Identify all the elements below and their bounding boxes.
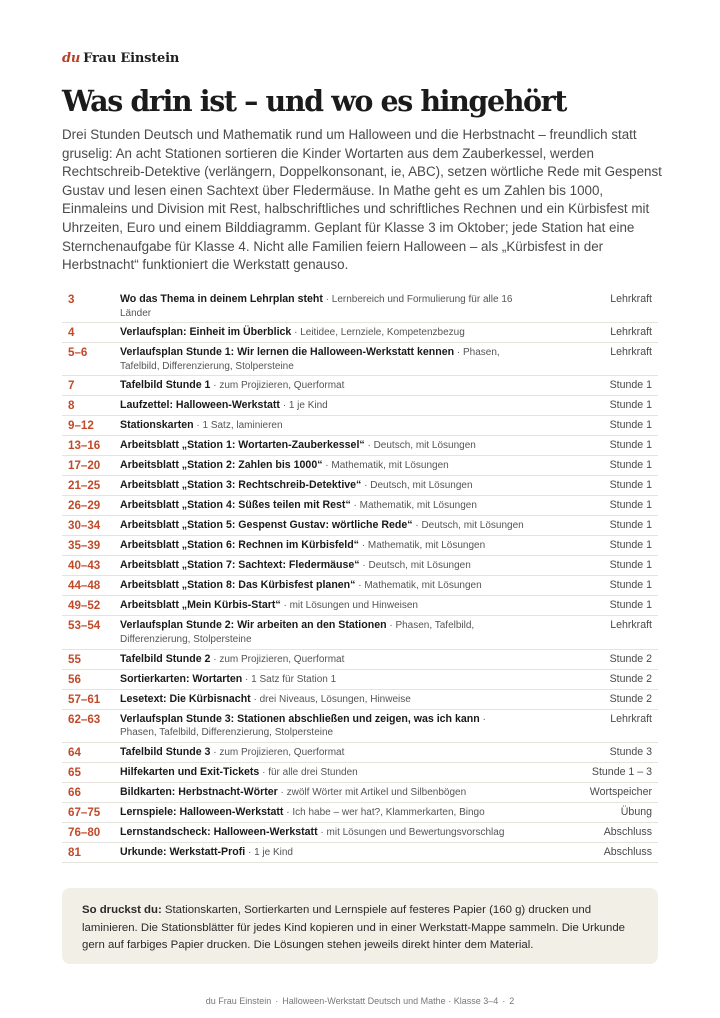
table-of-contents (62, 290, 658, 863)
print-note-text: Stationskarten, Sortierkarten und Lernspiele auf festeres Papier (160 g) drucken und laminieren. Die Stationsblätter für jedes Kind kopieren und in einer Werkstatt-Mappe sammeln. Die Urkunde gern auf farbiges Papier drucken. Die Lösungen stehen jeweils direkt hinter dem Material. (82, 904, 626, 951)
toc-page-number: 8 (68, 399, 75, 413)
footer-doc: Halloween-Werkstatt Deutsch und Mathe · Klasse 3–4 (282, 996, 499, 1006)
toc-row (62, 343, 658, 376)
toc-entry: Laufzettel: Halloween-Werkstatt · 1 je Kind (120, 399, 328, 412)
toc-entry-title: Arbeitsblatt „Station 5: Gespenst Gustav: wörtliche Rede“ (120, 519, 413, 532)
toc-category: Stunde 1 (609, 479, 652, 492)
toc-entry-title: Arbeitsblatt „Station 3: Rechtschreib-Detektive“ (120, 479, 362, 492)
brand-name: Frau Einstein (83, 51, 180, 66)
toc-category: Lehrkraft (610, 712, 652, 725)
toc-entry-description: zum Projizieren, Querformat (219, 653, 345, 665)
toc-entry-title: Lernstandscheck: Halloween-Werkstatt (120, 825, 318, 838)
toc-category: Stunde 1 (609, 539, 652, 552)
toc-page-number: 55 (68, 652, 81, 666)
toc-entry-description: Mathematik, mit Lösungen (331, 460, 449, 472)
toc-entry: Arbeitsblatt „Station 8: Das Kürbisfest planen“ · Mathematik, mit Lösungen (120, 579, 482, 592)
toc-entry-title: Tafelbild Stunde 2 (120, 652, 211, 665)
toc-entry-description: Phasen, Tafelbild, Differenzierung, Stolpersteine (120, 727, 334, 739)
toc-page-number: 56 (68, 672, 81, 686)
toc-entry: Verlaufsplan: Einheit im Überblick · Leitidee, Lernziele, Kompetenzbezug (120, 326, 465, 339)
toc-category: Stunde 1 – 3 (591, 765, 652, 778)
toc-category: Übung (620, 805, 652, 818)
toc-row (62, 616, 658, 649)
toc-entry: Tafelbild Stunde 1 · zum Projizieren, Querformat (120, 379, 345, 392)
toc-page-number: 4 (68, 326, 75, 340)
toc-entry: Wo das Thema in deinem Lehrplan steht · Lernbereich und Formulierung für alle 16 Länder (120, 293, 513, 319)
toc-entry-description: Ich habe – wer hat?, Klammerkarten, Bingo (292, 806, 485, 818)
page-title: Was drin ist – und wo es hingehört (62, 84, 567, 118)
toc-row (62, 803, 658, 823)
footer-page-number: 2 (509, 996, 515, 1006)
toc-entry: Sortierkarten: Wortarten · 1 Satz für Station 1 (120, 672, 337, 685)
toc-entry: Arbeitsblatt „Station 6: Rechnen im Kürbisfeld“ · Mathematik, mit Lösungen (120, 539, 486, 552)
toc-category: Stunde 1 (609, 579, 652, 592)
toc-entry: Tafelbild Stunde 3 · zum Projizieren, Querformat (120, 745, 345, 758)
toc-page-number: 67–75 (68, 805, 101, 819)
toc-entry-title: Arbeitsblatt „Station 1: Wortarten-Zauberkessel“ (120, 439, 365, 452)
toc-category: Stunde 3 (609, 745, 652, 758)
toc-row (62, 823, 658, 843)
toc-page-number: 81 (68, 845, 81, 859)
toc-entry-title: Bildkarten: Herbstnacht-Wörter (120, 785, 278, 798)
toc-entry: Bildkarten: Herbstnacht-Wörter · zwölf Wörter mit Artikel und Silbenbögen (120, 785, 467, 798)
toc-entry-title: Hilfekarten und Exit-Tickets (120, 765, 260, 778)
toc-category: Abschluss (603, 825, 652, 838)
toc-row (62, 843, 658, 863)
toc-entry: Arbeitsblatt „Station 5: Gespenst Gustav: wörtliche Rede“ · Deutsch, mit Lösungen (120, 519, 524, 532)
brand-logo (62, 50, 179, 66)
toc-entry: Arbeitsblatt „Station 1: Wortarten-Zauberkessel“ · Deutsch, mit Lösungen (120, 439, 476, 452)
toc-category: Stunde 1 (609, 559, 652, 572)
brand-du: du (62, 51, 81, 66)
toc-category: Stunde 1 (609, 439, 652, 452)
toc-category: Stunde 1 (609, 459, 652, 472)
toc-page-number: 3 (68, 293, 75, 306)
toc-page-number: 40–43 (68, 559, 101, 573)
toc-category: Stunde 2 (609, 652, 652, 665)
toc-entry-description: Deutsch, mit Lösungen (373, 440, 476, 452)
toc-entry-title: Laufzettel: Halloween-Werkstatt (120, 399, 280, 412)
toc-entry: Arbeitsblatt „Station 7: Sachtext: Fledermäuse“ · Deutsch, mit Lösungen (120, 559, 471, 572)
toc-row (62, 516, 658, 536)
toc-entry-description: Deutsch, mit Lösungen (370, 480, 473, 492)
toc-category: Stunde 2 (609, 672, 652, 685)
toc-entry-description: Deutsch, mit Lösungen (368, 560, 471, 572)
toc-entry-description: Leitidee, Lernziele, Kompetenzbezug (300, 327, 465, 339)
toc-entry-title: Urkunde: Werkstatt-Profi (120, 845, 246, 858)
toc-row (62, 456, 658, 476)
toc-page-number: 53–54 (68, 619, 101, 633)
toc-entry-title: Arbeitsblatt „Station 6: Rechnen im Kürbisfeld“ (120, 539, 359, 552)
toc-row (62, 670, 658, 690)
toc-page-number: 65 (68, 765, 81, 779)
toc-page-number: 62–63 (68, 712, 101, 726)
toc-category: Stunde 1 (609, 519, 652, 532)
toc-page-number: 17–20 (68, 459, 101, 473)
toc-entry-title: Verlaufsplan Stunde 3: Stationen abschließen und zeigen, was ich kann (120, 712, 480, 725)
toc-entry-title: Lernspiele: Halloween-Werkstatt (120, 805, 284, 818)
toc-entry-description: Mathematik, mit Lösungen (367, 540, 486, 552)
toc-entry-description: Mathematik, mit Lösungen (359, 500, 477, 512)
toc-entry-description: zwölf Wörter mit Artikel und Silbenbögen (286, 786, 467, 798)
toc-category: Lehrkraft (610, 346, 652, 359)
toc-entry-title: Verlaufsplan: Einheit im Überblick (120, 326, 292, 339)
toc-entry-description: für alle drei Stunden (268, 766, 358, 778)
toc-entry-title: Arbeitsblatt „Station 4: Süßes teilen mit Rest“ (120, 499, 351, 512)
toc-row (62, 763, 658, 783)
toc-entry: Arbeitsblatt „Station 2: Zahlen bis 1000“ · Mathematik, mit Lösungen (120, 459, 449, 472)
toc-entry: Stationskarten · 1 Satz, laminieren (120, 419, 283, 432)
toc-entry-description: 1 je Kind (288, 400, 328, 412)
toc-entry-description: Phasen, Tafelbild, Differenzierung, Stolpersteine (120, 347, 500, 372)
toc-entry: Lesetext: Die Kürbisnacht · drei Niveaus, Lösungen, Hinweise (120, 692, 411, 705)
toc-entry-description: zum Projizieren, Querformat (219, 746, 345, 758)
toc-entry: Verlaufsplan Stunde 1: Wir lernen die Halloween-Werkstatt kennen · Phasen, Tafelbild, Differenzierung, Stolpersteine (120, 346, 500, 372)
intro-text: Drei Stunden Deutsch und Mathematik rund um Halloween und die Herbstnacht – freundlich statt gruselig: An acht Stationen sortieren die Kinder Wortarten aus dem Zauberkessel, werden Rechtschreib-Detektive (verlängern, Doppelkonsonant, ie, ABC), setzen wörtliche Rede mit Gespenst Gustav und lesen einen Sachtext über Fledermäuse. In Mathe geht es um Zahlen bis 1000, Einmaleins und Division mit Rest, halbschriftliches und schriftliches Rechnen und ein Kürbisfest mit Uhrzeiten, Euro und einem Bilddiagramm. Geplant für Klasse 3 im Oktober; jede Station hat eine Sternchenaufgabe für Klasse 4. Nicht alle Familien feiern Halloween – als „Kürbisfest in der Herbstnacht“ funktioniert die Werkstatt genauso. (62, 127, 662, 273)
toc-entry: Lernstandscheck: Halloween-Werkstatt · mit Lösungen und Bewertungsvorschlag (120, 825, 505, 838)
footer-brand: du Frau Einstein (205, 996, 272, 1006)
toc-row (62, 416, 658, 436)
toc-entry: Arbeitsblatt „Mein Kürbis-Start“ · mit Lösungen und Hinweisen (120, 599, 418, 612)
toc-entry-title: Lesetext: Die Kürbisnacht (120, 692, 251, 705)
toc-page-number: 7 (68, 379, 75, 393)
toc-category: Stunde 1 (609, 599, 652, 612)
toc-row (62, 710, 658, 743)
print-note (62, 888, 658, 964)
toc-row (62, 436, 658, 456)
toc-entry-description: 1 je Kind (254, 846, 293, 858)
toc-entry-description: mit Lösungen und Hinweisen (289, 600, 418, 612)
toc-page-number: 44–48 (68, 579, 101, 593)
toc-entry-title: Sortierkarten: Wortarten (120, 672, 243, 685)
toc-entry-title: Arbeitsblatt „Mein Kürbis-Start“ (120, 599, 281, 612)
toc-row (62, 323, 658, 343)
toc-entry-title: Stationskarten (120, 419, 194, 432)
toc-entry-description: drei Niveaus, Lösungen, Hinweise (259, 693, 411, 705)
toc-row (62, 650, 658, 670)
toc-entry-title: Verlaufsplan Stunde 2: Wir arbeiten an den Stationen (120, 619, 387, 632)
toc-category: Lehrkraft (610, 326, 652, 339)
toc-page-number: 35–39 (68, 539, 101, 553)
toc-category: Stunde 1 (609, 419, 652, 432)
toc-category: Wortspeicher (589, 785, 652, 798)
toc-entry-title: Verlaufsplan Stunde 1: Wir lernen die Halloween-Werkstatt kennen (120, 346, 455, 359)
toc-row (62, 476, 658, 496)
toc-category: Stunde 1 (609, 499, 652, 512)
toc-entry-description: Mathematik, mit Lösungen (364, 580, 482, 592)
toc-page-number: 76–80 (68, 825, 101, 839)
toc-row (62, 743, 658, 763)
toc-entry-title: Arbeitsblatt „Station 7: Sachtext: Fledermäuse“ (120, 559, 360, 572)
toc-page-number: 9–12 (68, 419, 94, 433)
toc-row (62, 690, 658, 710)
toc-entry-description: mit Lösungen und Bewertungsvorschlag (326, 826, 505, 838)
toc-row (62, 536, 658, 556)
toc-category: Stunde 1 (609, 399, 652, 412)
toc-entry: Verlaufsplan Stunde 2: Wir arbeiten an den Stationen · Phasen, Tafelbild, Differenzierung, Stolpersteine (120, 619, 475, 645)
toc-entry-description: zum Projizieren, Querformat (219, 380, 345, 392)
toc-entry-title: Arbeitsblatt „Station 2: Zahlen bis 1000“ (120, 459, 323, 472)
toc-page-number: 5–6 (68, 346, 88, 360)
toc-page-number: 57–61 (68, 692, 101, 706)
toc-row (62, 783, 658, 803)
print-note-label: So druckst du: (82, 904, 162, 916)
toc-row (62, 290, 658, 323)
toc-entry-description: Lernbereich und Formulierung für alle 16 Länder (120, 294, 513, 319)
toc-entry: Lernspiele: Halloween-Werkstatt · Ich habe – wer hat?, Klammerkarten, Bingo (120, 805, 485, 818)
toc-entry: Verlaufsplan Stunde 3: Stationen abschließen und zeigen, was ich kann · Phasen, Tafelbild, Differenzierung, Stolpersteine (120, 712, 486, 739)
toc-row (62, 556, 658, 576)
toc-entry: Hilfekarten und Exit-Tickets · für alle drei Stunden (120, 765, 358, 778)
toc-entry-title: Wo das Thema in deinem Lehrplan steht (120, 293, 323, 305)
toc-entry: Arbeitsblatt „Station 4: Süßes teilen mit Rest“ · Mathematik, mit Lösungen (120, 499, 477, 512)
toc-entry-description: Phasen, Tafelbild, Differenzierung, Stolpersteine (120, 620, 475, 645)
toc-entry-description: 1 Satz, laminieren (202, 420, 283, 432)
toc-row (62, 576, 658, 596)
page-footer: du Frau Einstein · Halloween-Werkstatt Deutsch und Mathe · Klasse 3–4 · 2 (205, 996, 515, 1006)
toc-entry-title: Arbeitsblatt „Station 8: Das Kürbisfest planen“ (120, 579, 356, 592)
toc-category: Lehrkraft (610, 293, 652, 305)
toc-page-number: 66 (68, 785, 81, 799)
toc-entry-title: Tafelbild Stunde 1 (120, 379, 211, 392)
toc-row (62, 496, 658, 516)
toc-row (62, 596, 658, 616)
toc-entry: Tafelbild Stunde 2 · zum Projizieren, Querformat (120, 652, 345, 665)
toc-entry: Arbeitsblatt „Station 3: Rechtschreib-Detektive“ · Deutsch, mit Lösungen (120, 479, 473, 492)
toc-category: Abschluss (603, 845, 652, 858)
toc-row (62, 376, 658, 396)
toc-page-number: 13–16 (68, 439, 101, 453)
toc-category: Stunde 1 (609, 379, 652, 392)
toc-page-number: 49–52 (68, 599, 101, 613)
toc-page-number: 21–25 (68, 479, 101, 493)
toc-entry-title: Tafelbild Stunde 3 (120, 745, 211, 758)
toc-row (62, 396, 658, 416)
toc-page-number: 64 (68, 745, 81, 759)
toc-page-number: 30–34 (68, 519, 101, 533)
toc-category: Lehrkraft (610, 619, 652, 632)
toc-entry-description: Deutsch, mit Lösungen (421, 520, 524, 532)
toc-entry-description: 1 Satz für Station 1 (251, 673, 337, 685)
toc-entry: Urkunde: Werkstatt-Profi · 1 je Kind (120, 845, 293, 858)
toc-category: Stunde 2 (609, 692, 652, 705)
toc-page-number: 26–29 (68, 499, 101, 513)
